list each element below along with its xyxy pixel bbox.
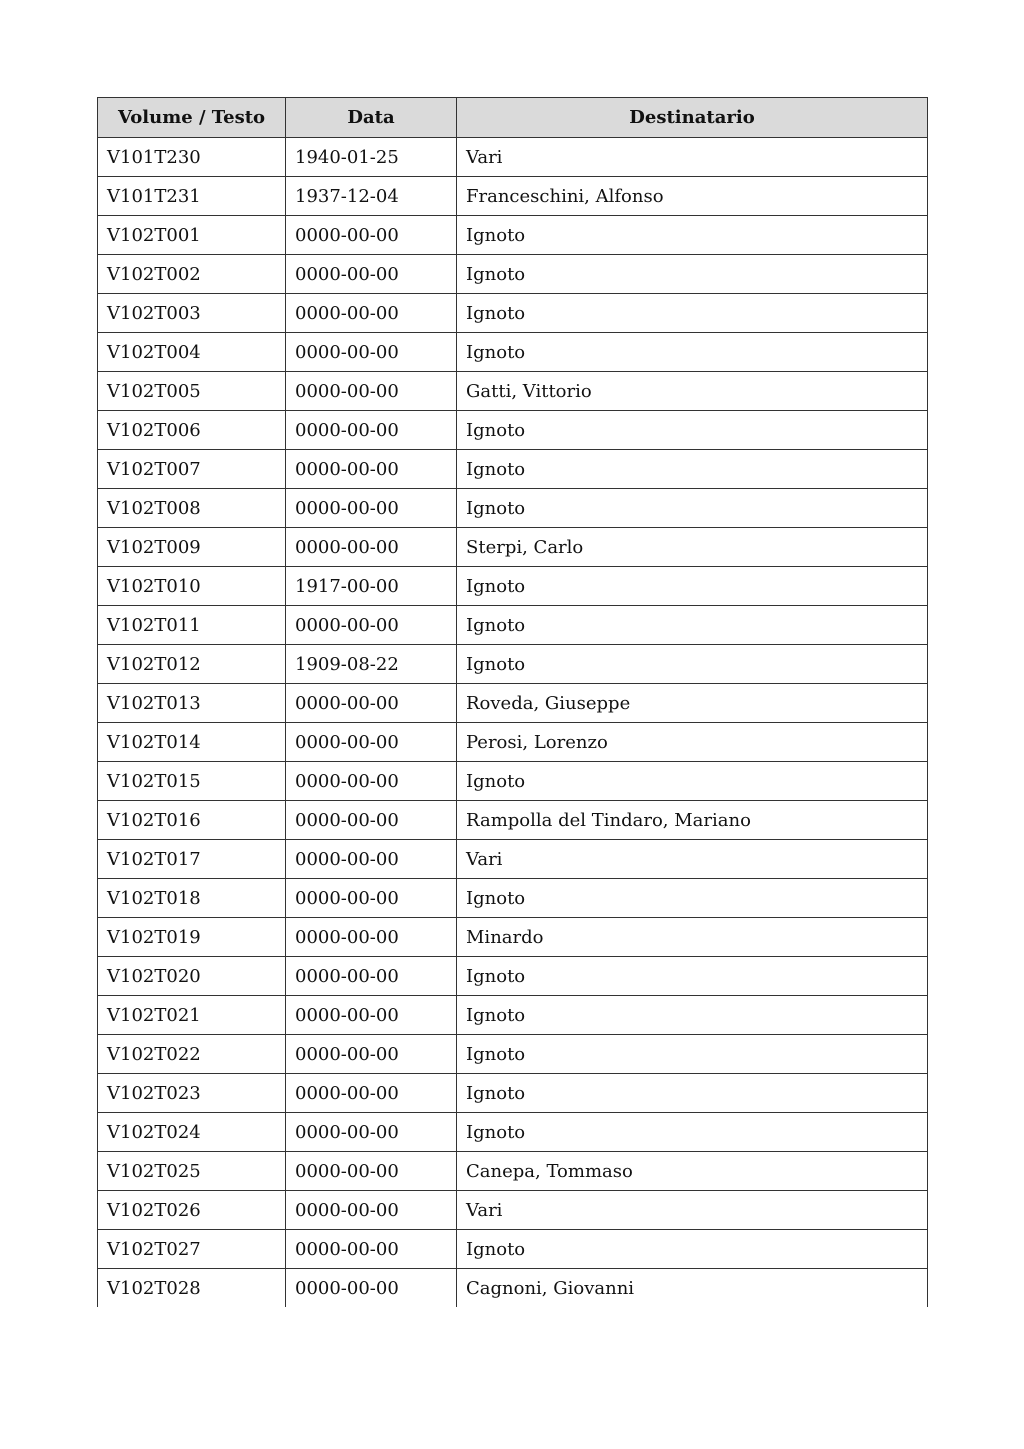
- cell-data: 1940-01-25: [286, 138, 457, 177]
- cell-destinatario: Ignoto: [457, 606, 928, 645]
- cell-destinatario: Ignoto: [457, 1074, 928, 1113]
- table-row: [98, 333, 928, 372]
- cell-volume-testo: V102T027: [98, 1230, 286, 1269]
- table-row: [98, 450, 928, 489]
- cell-data: 0000-00-00: [286, 1230, 457, 1269]
- table-row: [98, 1230, 928, 1269]
- cell-destinatario: Minardo: [457, 918, 928, 957]
- cell-data: 0000-00-00: [286, 957, 457, 996]
- cell-destinatario: Ignoto: [457, 216, 928, 255]
- cell-destinatario: Ignoto: [457, 1113, 928, 1152]
- cell-volume-testo: V102T021: [98, 996, 286, 1035]
- cell-destinatario: Ignoto: [457, 450, 928, 489]
- table-row: [98, 801, 928, 840]
- table-row: [98, 372, 928, 411]
- cell-destinatario: Vari: [457, 138, 928, 177]
- cell-volume-testo: V102T023: [98, 1074, 286, 1113]
- cell-volume-testo: V102T020: [98, 957, 286, 996]
- cell-volume-testo: V102T017: [98, 840, 286, 879]
- cell-destinatario: Cagnoni, Giovanni: [457, 1269, 928, 1308]
- cell-data: 0000-00-00: [286, 411, 457, 450]
- cell-volume-testo: V102T028: [98, 1269, 286, 1308]
- cell-data: 0000-00-00: [286, 996, 457, 1035]
- table-row: [98, 879, 928, 918]
- table-row: [98, 567, 928, 606]
- cell-data: 0000-00-00: [286, 606, 457, 645]
- cell-data: 0000-00-00: [286, 723, 457, 762]
- cell-destinatario: Ignoto: [457, 333, 928, 372]
- table-row: [98, 1152, 928, 1191]
- cell-data: 0000-00-00: [286, 1191, 457, 1230]
- table-row: [98, 1074, 928, 1113]
- cell-data: 0000-00-00: [286, 333, 457, 372]
- cell-data: 0000-00-00: [286, 528, 457, 567]
- cell-data: 0000-00-00: [286, 918, 457, 957]
- cell-volume-testo: V101T230: [98, 138, 286, 177]
- table-row: [98, 606, 928, 645]
- cell-volume-testo: V102T019: [98, 918, 286, 957]
- table-row: [98, 684, 928, 723]
- cell-volume-testo: V102T013: [98, 684, 286, 723]
- table-row: [98, 996, 928, 1035]
- header-row: [98, 98, 928, 138]
- cell-data: 0000-00-00: [286, 294, 457, 333]
- cell-data: 1909-08-22: [286, 645, 457, 684]
- cell-volume-testo: V102T015: [98, 762, 286, 801]
- table-row: [98, 177, 928, 216]
- cell-volume-testo: V102T014: [98, 723, 286, 762]
- cell-volume-testo: V102T003: [98, 294, 286, 333]
- cell-volume-testo: V102T007: [98, 450, 286, 489]
- cell-volume-testo: V102T006: [98, 411, 286, 450]
- cell-destinatario: Ignoto: [457, 411, 928, 450]
- cell-volume-testo: V102T010: [98, 567, 286, 606]
- cell-destinatario: Rampolla del Tindaro, Mariano: [457, 801, 928, 840]
- table-row: [98, 216, 928, 255]
- cell-volume-testo: V102T005: [98, 372, 286, 411]
- cell-data: 0000-00-00: [286, 1113, 457, 1152]
- cell-destinatario: Gatti, Vittorio: [457, 372, 928, 411]
- table-row: [98, 138, 928, 177]
- cell-data: 0000-00-00: [286, 762, 457, 801]
- table-row: [98, 411, 928, 450]
- cell-volume-testo: V102T024: [98, 1113, 286, 1152]
- cell-destinatario: Perosi, Lorenzo: [457, 723, 928, 762]
- cell-destinatario: Ignoto: [457, 255, 928, 294]
- table-row: [98, 840, 928, 879]
- cell-data: 0000-00-00: [286, 840, 457, 879]
- table-row: [98, 957, 928, 996]
- cell-data: 0000-00-00: [286, 489, 457, 528]
- cell-destinatario: Vari: [457, 840, 928, 879]
- table-row: [98, 762, 928, 801]
- cell-destinatario: Ignoto: [457, 879, 928, 918]
- header-data: Data: [286, 98, 457, 138]
- cell-volume-testo: V102T008: [98, 489, 286, 528]
- header-destinatario: Destinatario: [457, 98, 928, 138]
- cell-destinatario: Ignoto: [457, 1230, 928, 1269]
- cell-data: 0000-00-00: [286, 1269, 457, 1308]
- cell-volume-testo: V101T231: [98, 177, 286, 216]
- table-row: [98, 918, 928, 957]
- cell-data: 0000-00-00: [286, 255, 457, 294]
- cell-volume-testo: V102T002: [98, 255, 286, 294]
- cell-volume-testo: V102T025: [98, 1152, 286, 1191]
- cell-volume-testo: V102T009: [98, 528, 286, 567]
- cell-destinatario: Ignoto: [457, 645, 928, 684]
- cell-destinatario: Vari: [457, 1191, 928, 1230]
- cell-volume-testo: V102T018: [98, 879, 286, 918]
- cell-volume-testo: V102T001: [98, 216, 286, 255]
- table-row: [98, 1113, 928, 1152]
- cell-volume-testo: V102T016: [98, 801, 286, 840]
- cell-destinatario: Ignoto: [457, 996, 928, 1035]
- cell-data: 0000-00-00: [286, 879, 457, 918]
- cell-volume-testo: V102T022: [98, 1035, 286, 1074]
- table-row: [98, 1035, 928, 1074]
- cell-volume-testo: V102T011: [98, 606, 286, 645]
- letters-table: [97, 97, 928, 1307]
- cell-data: 0000-00-00: [286, 216, 457, 255]
- table-row: [98, 1269, 928, 1308]
- cell-data: 0000-00-00: [286, 684, 457, 723]
- cell-data: 0000-00-00: [286, 1152, 457, 1191]
- table-row: [98, 645, 928, 684]
- cell-data: 0000-00-00: [286, 450, 457, 489]
- cell-destinatario: Sterpi, Carlo: [457, 528, 928, 567]
- cell-destinatario: Canepa, Tommaso: [457, 1152, 928, 1191]
- table-row: [98, 294, 928, 333]
- cell-destinatario: Ignoto: [457, 762, 928, 801]
- cell-data: 1917-00-00: [286, 567, 457, 606]
- table-row: [98, 255, 928, 294]
- cell-data: 0000-00-00: [286, 1074, 457, 1113]
- table-row: [98, 528, 928, 567]
- table-body: [98, 138, 928, 1308]
- cell-destinatario: Franceschini, Alfonso: [457, 177, 928, 216]
- cell-volume-testo: V102T012: [98, 645, 286, 684]
- cell-volume-testo: V102T026: [98, 1191, 286, 1230]
- table-row: [98, 723, 928, 762]
- header-volume-testo: Volume / Testo: [98, 98, 286, 138]
- cell-destinatario: Roveda, Giuseppe: [457, 684, 928, 723]
- cell-destinatario: Ignoto: [457, 294, 928, 333]
- cell-destinatario: Ignoto: [457, 489, 928, 528]
- cell-data: 1937-12-04: [286, 177, 457, 216]
- table-row: [98, 489, 928, 528]
- cell-destinatario: Ignoto: [457, 957, 928, 996]
- cell-volume-testo: V102T004: [98, 333, 286, 372]
- cell-data: 0000-00-00: [286, 801, 457, 840]
- table-row: [98, 1191, 928, 1230]
- cell-destinatario: Ignoto: [457, 1035, 928, 1074]
- table-header: [98, 98, 928, 138]
- cell-destinatario: Ignoto: [457, 567, 928, 606]
- cell-data: 0000-00-00: [286, 372, 457, 411]
- cell-data: 0000-00-00: [286, 1035, 457, 1074]
